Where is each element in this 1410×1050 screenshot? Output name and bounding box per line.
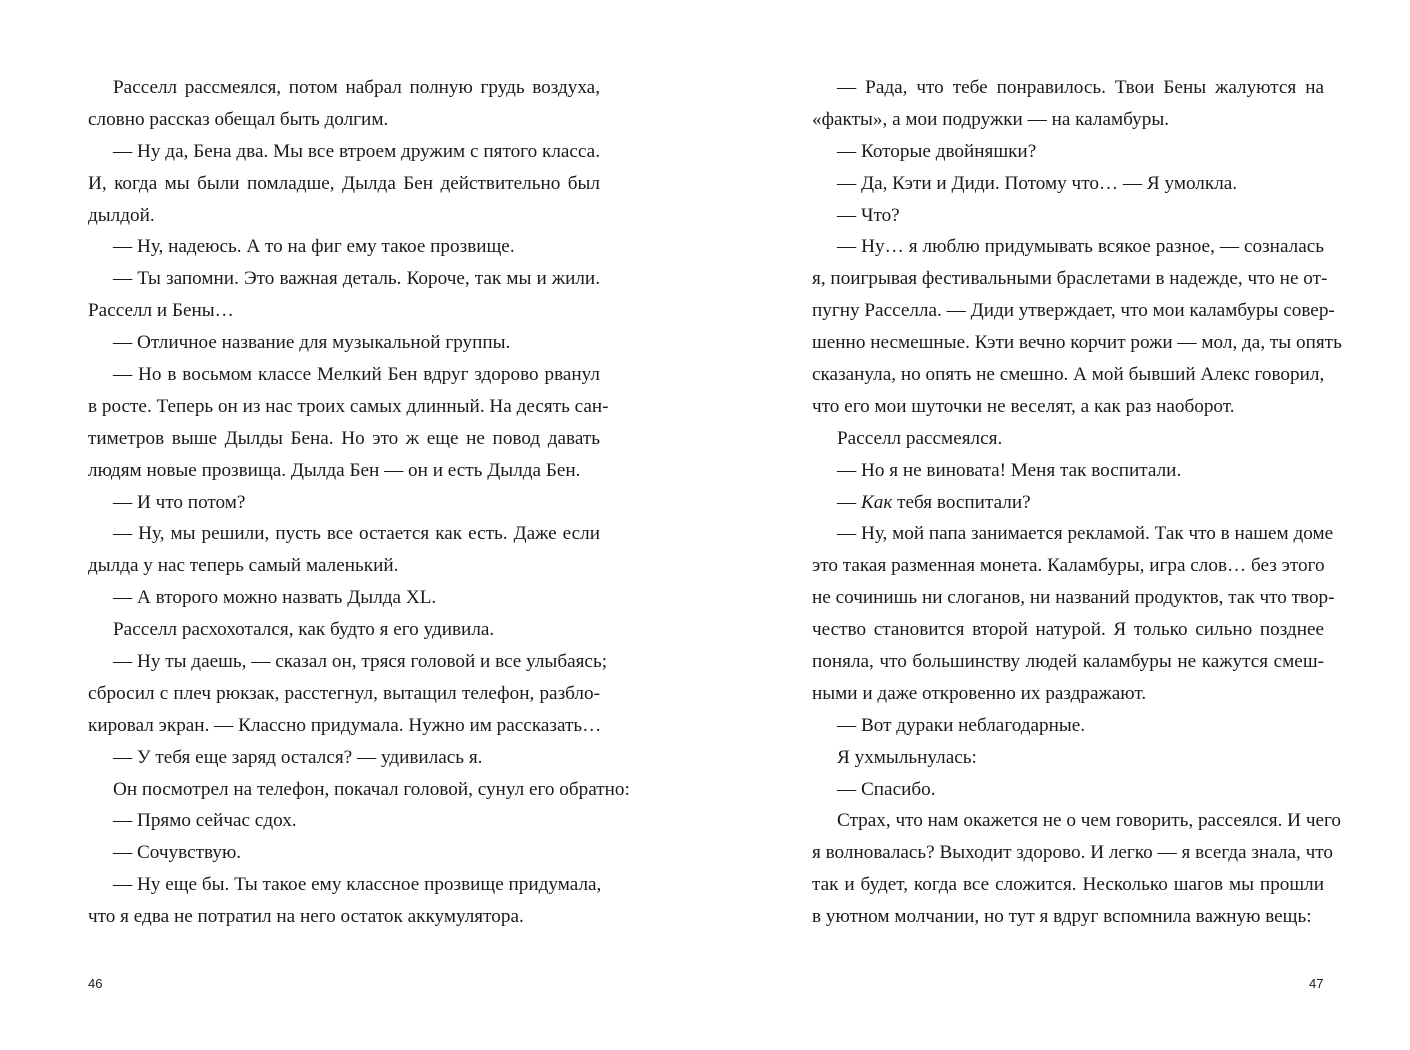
text-line: я волновалась? Выходит здорово. И легко — я всегда знала, что: [812, 842, 1333, 864]
text-line: ными и даже откровенно их раздражают.: [812, 682, 1147, 704]
text-line: — Рада, что тебе понравилось. Твои Бены жалуются на: [837, 77, 1324, 98]
text-line: сбросил с плеч рюкзак, расстегнул, вытащил телефон, разбло-: [88, 682, 600, 704]
text-line: Он посмотрел на телефон, покачал головой, сунул его обратно:: [113, 778, 630, 800]
text-line: — Прямо сейчас сдох.: [113, 810, 297, 832]
text-line: — Ну… я люблю придумывать всякое разное, — созналась: [837, 236, 1324, 258]
text-line: — Ну, мы решили, пусть все остается как есть. Даже если: [113, 523, 600, 545]
text-line: — Спасибо.: [837, 778, 936, 800]
left-page-number: 46: [88, 976, 103, 991]
text-line: — Которые двойняшки?: [837, 140, 1037, 162]
text-line: сказанула, но опять не смешно. А мой бывший Алекс говорил,: [812, 364, 1325, 386]
left-page-text: [88, 72, 630, 933]
text-line: — Вот дураки неблагодарные.: [837, 714, 1086, 736]
text-line: людям новые прозвища. Дылда Бен — он и есть Дылда Бен.: [88, 459, 581, 481]
text-line: в уютном молчании, но тут я вдруг вспомнила важную вещь:: [812, 906, 1312, 928]
text-line: — Ну ты даешь, — сказал он, тряся головой и все улыбаясь;: [113, 651, 608, 673]
right-page-text: [812, 72, 1342, 933]
text-line: — Как тебя воспитали?: [837, 491, 1031, 513]
text-line: — Но в восьмом классе Мелкий Бен вдруг здорово рванул: [113, 364, 600, 386]
text-line: поняла, что большинству людей каламбуры не кажутся смеш-: [812, 651, 1324, 673]
text-line: словно рассказ обещал быть долгим.: [88, 108, 389, 130]
text-line: — Да, Кэти и Диди. Потому что… — Я умолкла.: [837, 172, 1238, 194]
text-line: чество становится второй натурой. Я только сильно позднее: [812, 619, 1324, 641]
text-line: тиметров выше Дылды Бена. Но это ж еще не повод давать: [88, 427, 600, 449]
text-line: — Но я не виновата! Меня так воспитали.: [837, 459, 1182, 481]
text-line: пугну Расселла. — Диди утверждает, что мои каламбуры совер-: [812, 300, 1335, 322]
text-line: дылда у нас теперь самый маленький.: [88, 555, 399, 577]
text-line: — Ну да, Бена два. Мы все втроем дружим с пятого класса.: [113, 140, 600, 162]
text-line: Страх, что нам окажется не о чем говорить, рассеялся. И чего: [837, 810, 1341, 832]
text-line: это такая разменная монета. Каламбуры, игра слов… без этого: [812, 555, 1325, 577]
text-line: «факты», а мои подружки — на каламбуры.: [812, 108, 1170, 130]
right-page-number: 47: [1309, 976, 1324, 991]
text-line: в росте. Теперь он из нас троих самых длинный. На десять сан-: [88, 395, 609, 417]
text-line: — Сочувствую.: [113, 842, 242, 864]
text-line: — Ну, надеюсь. А то на фиг ему такое прозвище.: [113, 236, 515, 258]
text-line: — И что потом?: [113, 491, 246, 513]
text-line: дылдой.: [88, 204, 155, 226]
text-line: шенно несмешные. Кэти вечно корчит рожи — мол, да, ты опять: [812, 332, 1342, 354]
text-line: что его мои шуточки не веселят, а как раз наоборот.: [812, 395, 1235, 417]
text-line: — Ну еще бы. Ты такое ему классное прозвище придумала,: [113, 874, 602, 896]
text-line: Расселл рассмеялся.: [837, 427, 1003, 449]
text-line: что я едва не потратил на него остаток аккумулятора.: [88, 906, 524, 928]
text-line: — У тебя еще заряд остался? — удивилась я.: [113, 746, 483, 768]
text-line: Я ухмыльнулась:: [837, 746, 977, 768]
text-line: — Отличное название для музыкальной группы.: [113, 332, 511, 354]
emphasis: Как: [860, 491, 893, 513]
text-line: — Ты запомни. Это важная деталь. Короче, так мы и жили.: [113, 268, 600, 290]
text-line: Расселл расхохотался, как будто я его удивила.: [113, 619, 495, 641]
text-line: я, поигрывая фестивальными браслетами в надежде, что не от-: [812, 268, 1328, 290]
text-line: так и будет, когда все сложится. Несколько шагов мы прошли: [812, 874, 1324, 896]
text-line: — Ну, мой папа занимается рекламой. Так что в нашем доме: [837, 523, 1334, 545]
text-line: не сочинишь ни слоганов, ни названий продуктов, так что твор-: [812, 587, 1335, 609]
text-line: Расселл и Бены…: [88, 300, 234, 322]
text-line: — А второго можно назвать Дылда XL.: [113, 587, 437, 609]
text-line: Расселл рассмеялся, потом набрал полную грудь воздуха,: [113, 77, 600, 98]
text-line: — Что?: [837, 204, 900, 226]
text-line: И, когда мы были помладше, Дылда Бен действительно был: [88, 172, 600, 194]
text-line: кировал экран. — Классно придумала. Нужно им рассказать…: [88, 714, 602, 736]
